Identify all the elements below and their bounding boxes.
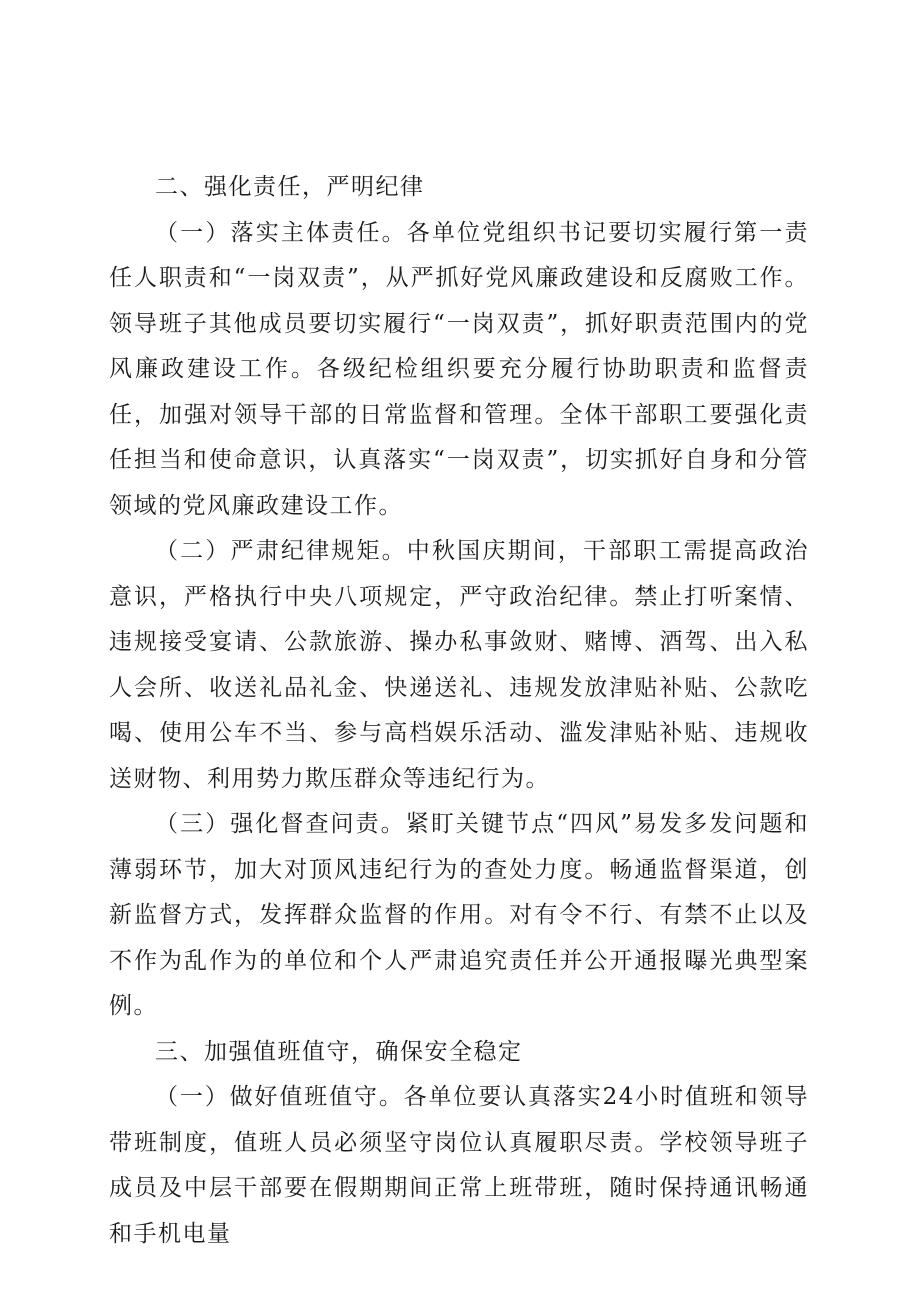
paragraph-supervision-accountability: （三）强化督查问责。紧盯关键节点“四风”易发多发问题和薄弱环节，加大对顶风违纪行为的查处力度。畅通监督渠道，创新监督方式，发挥群众监督的作用。对有令不行、有禁不止以及不作为乱作为的单位和个人严肃追究责任并公开通报曝光典型案例。 — [109, 811, 809, 1019]
paragraph-implement-responsibility: （一）落实主体责任。各单位党组织书记要切实履行第一责任人职责和“一岗双责”，从严抓好党风廉政建设和反腐败工作。领导班子其他成员要切实履行“一岗双责”，抓好职责范围内的党风廉政建设工作。各级纪检组织要充分履行协助职责和监督责任，加强对领导干部的日常监督和管理。全体干部职工要强化责任担当和使命意识，认真落实“一岗双责”，切实抓好自身和分管领域的党风廉政建设工作。 — [109, 219, 809, 519]
paragraph-duty-shifts: （一）做好值班值守。各单位要认真落实24小时值班和领导带班制度，值班人员必须坚守岗位认真履职尽责。学校领导班子成员及中层干部要在假期期间正常上班带班，随时保持通讯畅通和手机电量 — [109, 1084, 809, 1247]
document-body — [109, 165, 809, 1257]
paragraph-discipline-rules: （二）严肃纪律规矩。中秋国庆期间，干部职工需提高政治意识，严格执行中央八项规定，严守政治纪律。禁止打听案情、违规接受宴请、公款旅游、操办私事敛财、赌博、酒驾、出入私人会所、收送礼品礼金、快递送礼、违规发放津贴补贴、公款吃喝、使用公车不当、参与高档娱乐活动、滥发津贴补贴、违规收送财物、利用势力欺压群众等违纪行为。 — [109, 538, 809, 792]
section-three-heading: 三、加强值班值守，确保安全稳定 — [155, 1038, 523, 1065]
section-two-heading: 二、强化责任，严明纪律 — [155, 174, 425, 200]
